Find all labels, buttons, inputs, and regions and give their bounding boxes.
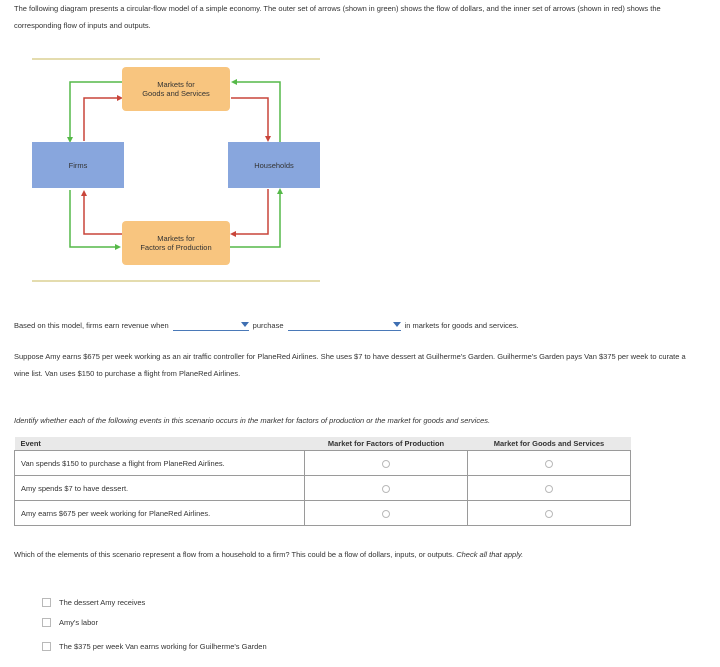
table-row [15,476,631,501]
checkbox-list [42,594,267,658]
firms-label: Firms [68,160,88,170]
dropdown-who[interactable] [173,319,249,331]
checkbox-label: The $375 per week Van earns working for Guilherme's Garden [59,641,267,651]
sentence-part3: in markets for goods and services. [404,320,519,330]
sentence-part1: Based on this model, firms earn revenue when [14,320,169,330]
chevron-down-icon[interactable] [393,322,401,327]
households-label: Households [254,160,294,170]
green-arrow-factors-to-households [230,191,280,247]
sentence-part2: purchase [252,320,284,330]
green-arrow-goods-to-firms [70,82,122,140]
checkbox-item[interactable] [42,594,267,610]
dropdown-what[interactable] [288,319,401,331]
scenario-text: Suppose Amy earns $675 per week working as an air traffic controller for PlaneRed Airlines. She uses $7 to have dessert at Guilherme's Garden. Guilherme's Garden pays Van $375 per week to curate a wine list. Van uses $150 to purchase a flight from PlaneRed Airlines. [14,352,686,378]
markets-goods-services-label: Markets for Goods and Services [142,80,210,98]
markets-goods-services-box [122,67,230,111]
flow-question-instruction: Check all that apply. [456,550,524,559]
radio-factors-row-2[interactable] [382,485,390,493]
checkbox-labor[interactable] [42,618,51,627]
checkbox-dessert[interactable] [42,598,51,607]
green-arrow-households-to-goods [234,82,280,142]
markets-factors-production-label: Markets for Factors of Production [140,234,212,252]
red-arrow-factors-to-firms [84,193,122,234]
firms-box [32,142,124,188]
intro-text: The following diagram presents a circular-flow model of a simple economy. The outer set of arrows (shown in green) shows the flow of dollars, and the inner set of arrows (shown in red) shows the corresponding flow of inputs and outputs. [14,4,661,30]
households-box [228,142,320,188]
red-arrow-households-to-factors [233,189,268,234]
events-table [14,437,631,526]
red-arrow-goods-to-households [231,98,268,139]
red-arrow-firms-to-goods [84,98,120,141]
revenue-sentence [14,317,519,333]
header-goods-market: Market for Goods and Services [468,437,631,451]
flow-question [14,546,694,563]
radio-factors-row-1[interactable] [382,460,390,468]
radio-goods-row-3[interactable] [545,510,553,518]
chevron-down-icon[interactable] [241,322,249,327]
table-header-row [15,437,631,451]
checkbox-item[interactable] [42,634,267,658]
table-row [15,501,631,526]
checkbox-van-earnings[interactable] [42,642,51,651]
header-event: Event [15,437,305,451]
radio-factors-row-3[interactable] [382,510,390,518]
event-cell: Amy earns $675 per week working for PlaneRed Airlines. [15,501,305,526]
flow-question-text: Which of the elements of this scenario represent a flow from a household to a firm? This could be a flow of dollars, inputs, or outputs. [14,550,455,559]
event-cell: Van spends $150 to purchase a flight from PlaneRed Airlines. [15,451,305,476]
radio-goods-row-2[interactable] [545,485,553,493]
checkbox-label: The dessert Amy receives [59,597,146,607]
event-cell: Amy spends $7 to have dessert. [15,476,305,501]
markets-factors-production-box [122,221,230,265]
green-arrow-firms-to-factors [70,190,118,247]
checkbox-item[interactable] [42,610,267,634]
table-row [15,451,631,476]
checkbox-label: Amy's labor [59,617,98,627]
header-factors-market: Market for Factors of Production [305,437,468,451]
radio-goods-row-1[interactable] [545,460,553,468]
identify-instruction: Identify whether each of the following events in this scenario occurs in the market for factors of production or the market for goods and services. [14,416,491,425]
